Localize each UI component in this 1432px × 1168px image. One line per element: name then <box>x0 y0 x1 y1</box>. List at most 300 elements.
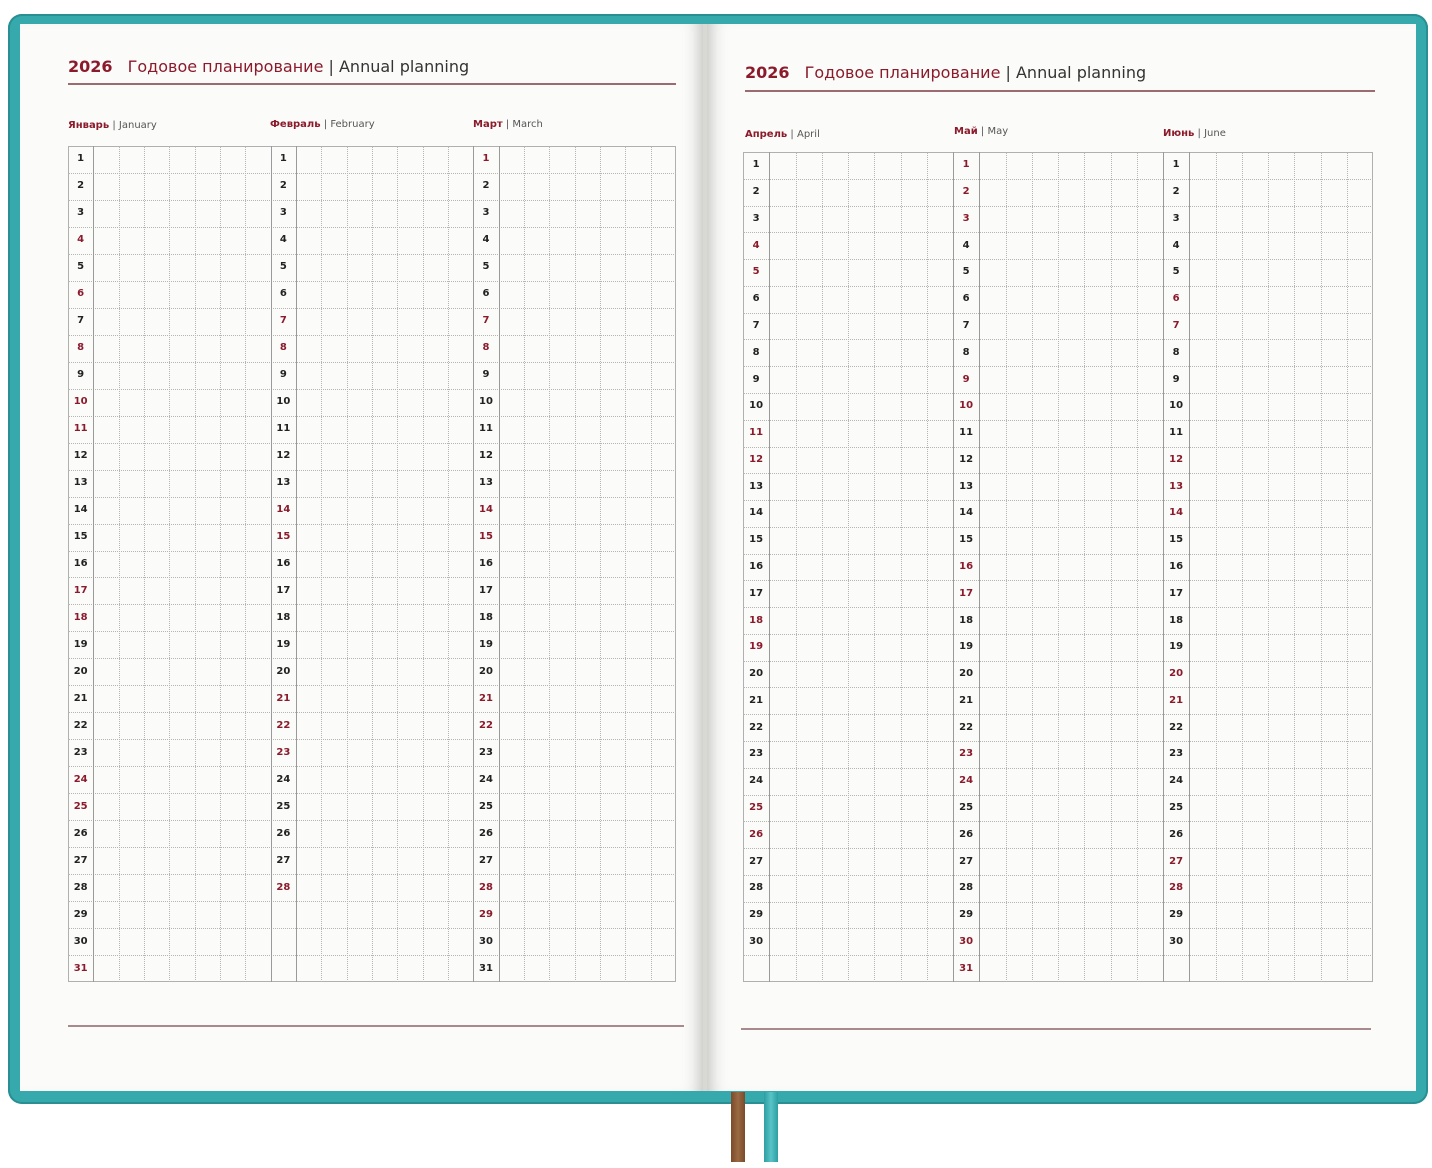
grid-column-line <box>874 152 875 982</box>
grid-column-line <box>195 146 196 982</box>
grid-row-line <box>743 286 1373 287</box>
grid-column-line <box>1242 152 1243 982</box>
grid-row-line <box>68 847 676 848</box>
day-number: 29 <box>749 909 764 921</box>
grid-row-line <box>68 227 676 228</box>
day-number: 8 <box>279 342 287 354</box>
grid-row-line <box>68 443 676 444</box>
day-number: 9 <box>1172 373 1180 385</box>
day-number: 12 <box>276 450 291 462</box>
grid-row-line <box>68 712 676 713</box>
grid-row-line <box>68 928 676 929</box>
grid-row-line <box>743 527 1373 528</box>
grid-row-line <box>743 875 1373 876</box>
day-number: 16 <box>73 558 88 569</box>
day-number: 12 <box>749 453 764 465</box>
grid-column-line <box>848 152 849 982</box>
day-number: 4 <box>962 239 970 251</box>
grid-row-line <box>743 232 1373 233</box>
day-number: 16 <box>479 558 493 569</box>
day-number: 27 <box>749 855 764 867</box>
day-number: 14 <box>959 507 974 519</box>
grid-row-line <box>743 687 1373 688</box>
grid-row-line <box>743 928 1373 929</box>
grid-row-line <box>743 313 1373 314</box>
grid-row-line <box>743 259 1373 260</box>
grid-row-line <box>743 179 1373 180</box>
grid-column-line <box>901 152 902 982</box>
day-number: 21 <box>276 692 291 704</box>
title-en: Annual planning <box>338 57 470 76</box>
day-number: 19 <box>959 641 974 653</box>
grid-row-line <box>68 362 676 363</box>
day-number: 11 <box>276 423 291 435</box>
grid-row-line <box>68 577 676 578</box>
day-number: 22 <box>1169 721 1184 733</box>
day-number: 17 <box>959 587 974 599</box>
day-number: 10 <box>1169 400 1184 412</box>
day-number: 12 <box>479 450 493 462</box>
grid-column-line <box>1006 152 1007 982</box>
day-number: 1 <box>279 153 287 165</box>
left-page <box>20 24 703 1091</box>
right-page <box>707 24 1416 1091</box>
grid-row-line <box>743 500 1373 501</box>
grid-row-line <box>68 658 676 659</box>
day-number: 12 <box>1169 453 1184 465</box>
grid-column-line <box>144 146 145 982</box>
day-number: 20 <box>749 668 764 680</box>
day-number: 2 <box>482 180 490 192</box>
day-column-divider <box>499 146 500 982</box>
grid-row-line <box>743 714 1373 715</box>
day-number: 27 <box>959 855 974 867</box>
day-number: 15 <box>73 531 88 543</box>
grid-row-line <box>68 955 676 956</box>
grid-row-line <box>743 580 1373 581</box>
day-number: 2 <box>1172 186 1180 198</box>
day-number: 6 <box>752 293 760 305</box>
day-number: 8 <box>1172 346 1180 358</box>
day-number: 24 <box>73 773 88 785</box>
day-number: 7 <box>962 320 970 332</box>
day-number: 14 <box>276 504 291 516</box>
grid-column-line <box>1321 152 1322 982</box>
title-ru: Годовое планирование <box>804 63 1001 82</box>
grid-row-line <box>743 447 1373 448</box>
day-number: 19 <box>1169 641 1184 653</box>
day-number: 24 <box>479 773 493 785</box>
day-number: 11 <box>749 427 764 439</box>
title-separator: | <box>1005 63 1011 82</box>
day-number: 18 <box>1169 614 1184 626</box>
day-number: 10 <box>276 396 291 408</box>
day-number: 9 <box>77 369 85 381</box>
grid-row-line <box>743 768 1373 769</box>
grid-row-line <box>68 335 676 336</box>
grid-row-line <box>743 955 1373 956</box>
day-number: 30 <box>73 935 88 947</box>
grid-column-line <box>169 146 170 982</box>
grid-row-line <box>743 634 1373 635</box>
day-number: 4 <box>752 239 760 251</box>
day-number: 5 <box>279 261 287 273</box>
day-number: 4 <box>77 234 85 246</box>
day-number: 2 <box>962 186 970 198</box>
month-label-february: Февраль | February <box>270 119 375 130</box>
grid-row-line <box>68 766 676 767</box>
day-number: 7 <box>752 320 760 332</box>
grid-row-line <box>68 551 676 552</box>
grid-row-line <box>68 820 676 821</box>
grid-row-line <box>743 393 1373 394</box>
day-number: 11 <box>479 423 493 435</box>
day-number: 1 <box>482 153 490 165</box>
day-number: 5 <box>77 261 85 273</box>
grid-row-line <box>68 874 676 875</box>
right-page-header <box>745 63 1146 82</box>
grid-column-line <box>321 146 322 982</box>
grid-column-line <box>600 146 601 982</box>
day-number: 10 <box>749 400 764 412</box>
day-number: 18 <box>479 611 493 623</box>
day-number: 16 <box>749 561 764 572</box>
title-separator: | <box>328 57 334 76</box>
day-number: 28 <box>749 882 764 894</box>
day-number: 26 <box>73 827 88 839</box>
day-number: 30 <box>749 935 764 947</box>
grid-column-line <box>423 146 424 982</box>
grid-column-line <box>651 146 652 982</box>
day-number: 2 <box>279 180 287 192</box>
day-number: 23 <box>276 746 291 758</box>
grid-row-line <box>68 793 676 794</box>
day-number: 20 <box>73 665 88 677</box>
day-number: 15 <box>479 531 493 543</box>
day-number: 27 <box>276 854 291 866</box>
day-number: 15 <box>276 531 291 543</box>
day-number: 21 <box>749 694 764 706</box>
month-label-may: Май | May <box>954 126 1009 137</box>
day-number: 1 <box>77 153 85 165</box>
day-number: 8 <box>752 346 760 358</box>
day-number: 1 <box>1172 159 1180 171</box>
day-number: 28 <box>479 881 493 893</box>
day-number: 11 <box>959 427 974 439</box>
day-number: 15 <box>1169 534 1184 546</box>
day-number: 23 <box>959 748 974 760</box>
day-number: 12 <box>959 453 974 465</box>
day-number: 24 <box>276 773 291 785</box>
year: 2026 <box>68 57 113 76</box>
grid-row-line <box>743 473 1373 474</box>
day-number: 26 <box>1169 828 1184 840</box>
grid-row-line <box>743 795 1373 796</box>
day-number: 20 <box>959 668 974 680</box>
day-number: 29 <box>73 908 88 920</box>
grid-column-line <box>1294 152 1295 982</box>
grid-row-line <box>743 902 1373 903</box>
day-number: 13 <box>276 477 291 489</box>
planning-grid-q1[interactable] <box>68 146 676 982</box>
grid-column-line <box>220 146 221 982</box>
day-number: 18 <box>749 614 764 626</box>
left-page-header <box>68 57 469 76</box>
grid-row-line <box>68 470 676 471</box>
grid-row-line <box>68 739 676 740</box>
grid-row-line <box>743 661 1373 662</box>
grid-column-line <box>1111 152 1112 982</box>
day-number: 29 <box>1169 909 1184 921</box>
day-number: 4 <box>279 234 287 246</box>
day-number: 3 <box>279 207 287 219</box>
day-number: 22 <box>276 719 291 731</box>
day-number: 22 <box>959 721 974 733</box>
grid-row-line <box>68 254 676 255</box>
planning-grid-q2[interactable] <box>743 152 1373 982</box>
day-number: 23 <box>479 746 493 758</box>
day-number: 7 <box>1172 320 1180 332</box>
day-column-divider <box>93 146 94 982</box>
day-number: 14 <box>749 507 764 519</box>
day-number: 20 <box>1169 668 1184 680</box>
day-number: 17 <box>276 584 291 596</box>
day-number: 26 <box>276 827 291 839</box>
day-number: 9 <box>279 369 287 381</box>
day-number: 9 <box>752 373 760 385</box>
month-label-june: Июнь | June <box>1163 128 1226 139</box>
grid-row-line <box>68 389 676 390</box>
day-number: 29 <box>959 909 974 921</box>
grid-column-line <box>448 146 449 982</box>
grid-column-line <box>1216 152 1217 982</box>
day-number: 18 <box>73 611 88 623</box>
day-number: 30 <box>479 935 493 947</box>
grid-row-line <box>68 901 676 902</box>
day-number: 15 <box>749 534 764 546</box>
day-number: 21 <box>959 694 974 706</box>
day-number: 14 <box>73 504 88 516</box>
day-number: 31 <box>479 962 493 974</box>
day-number: 8 <box>482 342 490 354</box>
day-number: 3 <box>482 207 490 219</box>
grid-row-line <box>68 685 676 686</box>
day-number: 5 <box>482 261 490 273</box>
day-number: 18 <box>959 614 974 626</box>
day-number: 24 <box>1169 775 1184 787</box>
day-number: 3 <box>752 212 760 224</box>
day-number: 1 <box>962 159 970 171</box>
grid-row-line <box>743 366 1373 367</box>
day-number: 27 <box>1169 855 1184 867</box>
grid-row-line <box>68 631 676 632</box>
day-number: 10 <box>959 400 974 412</box>
day-number: 5 <box>1172 266 1180 278</box>
day-number: 14 <box>1169 507 1184 519</box>
day-number: 25 <box>1169 801 1184 813</box>
day-number: 6 <box>1172 293 1180 305</box>
day-number: 31 <box>73 962 88 974</box>
day-number: 5 <box>752 266 760 278</box>
day-number: 6 <box>482 288 490 300</box>
grid-row-line <box>68 281 676 282</box>
day-number: 2 <box>752 186 760 198</box>
day-number: 18 <box>276 611 291 623</box>
month-label-april: Апрель | April <box>745 129 820 140</box>
day-number: 3 <box>1172 212 1180 224</box>
footer-rule <box>741 1028 1371 1030</box>
bookmark-ribbon-brown[interactable] <box>731 1092 745 1162</box>
day-number: 12 <box>73 450 88 462</box>
day-number: 17 <box>749 587 764 599</box>
day-number: 25 <box>73 800 88 812</box>
day-number: 14 <box>479 504 493 516</box>
day-number: 20 <box>479 665 493 677</box>
grid-column-line <box>575 146 576 982</box>
day-column-divider <box>979 152 980 982</box>
title-en: Annual planning <box>1015 63 1147 82</box>
day-number: 19 <box>749 641 764 653</box>
day-number: 29 <box>479 908 493 920</box>
title-ru: Годовое планирование <box>127 57 324 76</box>
day-number: 25 <box>276 800 291 812</box>
grid-column-line <box>796 152 797 982</box>
day-number: 30 <box>959 935 974 947</box>
footer-rule <box>68 1025 684 1027</box>
day-number: 16 <box>1169 561 1184 572</box>
day-number: 30 <box>1169 935 1184 947</box>
day-number: 28 <box>276 881 291 893</box>
day-number: 6 <box>279 288 287 300</box>
grid-column-line <box>822 152 823 982</box>
day-number: 27 <box>73 854 88 866</box>
day-number: 6 <box>77 288 85 300</box>
grid-row-line <box>68 604 676 605</box>
grid-column-line <box>119 146 120 982</box>
day-number: 1 <box>752 159 760 171</box>
day-number: 11 <box>73 423 88 435</box>
grid-column-line <box>625 146 626 982</box>
grid-column-line <box>347 146 348 982</box>
day-number: 4 <box>482 234 490 246</box>
grid-row-line <box>743 848 1373 849</box>
grid-row-line <box>743 554 1373 555</box>
day-number: 17 <box>479 584 493 596</box>
grid-row-line <box>743 206 1373 207</box>
day-number: 23 <box>749 748 764 760</box>
day-number: 24 <box>959 775 974 787</box>
day-number: 13 <box>479 477 493 489</box>
day-number: 8 <box>77 342 85 354</box>
bookmark-ribbon-teal[interactable] <box>764 1092 778 1162</box>
year: 2026 <box>745 63 790 82</box>
grid-row-line <box>68 524 676 525</box>
day-number: 24 <box>749 775 764 787</box>
day-number: 13 <box>749 480 764 492</box>
day-number: 13 <box>1169 480 1184 492</box>
grid-column-line <box>1347 152 1348 982</box>
day-number: 7 <box>77 315 85 327</box>
day-number: 26 <box>959 828 974 840</box>
grid-column-line <box>1137 152 1138 982</box>
day-number: 13 <box>73 477 88 489</box>
day-number: 10 <box>73 396 88 408</box>
day-number: 10 <box>479 396 493 408</box>
day-number: 22 <box>749 721 764 733</box>
grid-column-line <box>1084 152 1085 982</box>
day-number: 21 <box>1169 694 1184 706</box>
day-number: 25 <box>959 801 974 813</box>
grid-column-line <box>1032 152 1033 982</box>
day-column-divider <box>769 152 770 982</box>
day-number: 2 <box>77 180 85 192</box>
day-number: 25 <box>479 800 493 812</box>
grid-column-line <box>245 146 246 982</box>
day-number: 19 <box>276 638 291 650</box>
day-number: 7 <box>279 315 287 327</box>
grid-column-line <box>524 146 525 982</box>
grid-row-line <box>68 308 676 309</box>
grid-column-line <box>1268 152 1269 982</box>
day-number: 19 <box>73 638 88 650</box>
grid-column-line <box>1058 152 1059 982</box>
day-number: 19 <box>479 638 493 650</box>
header-rule <box>68 83 676 85</box>
day-column-divider <box>296 146 297 982</box>
grid-column-line <box>372 146 373 982</box>
month-label-january: Январь | January <box>68 120 157 131</box>
header-rule <box>745 90 1375 92</box>
day-number: 4 <box>1172 239 1180 251</box>
day-number: 21 <box>73 692 88 704</box>
grid-row-line <box>743 821 1373 822</box>
grid-row-line <box>743 607 1373 608</box>
day-number: 26 <box>749 828 764 840</box>
day-number: 16 <box>959 561 974 572</box>
day-number: 28 <box>959 882 974 894</box>
grid-row-line <box>68 497 676 498</box>
grid-column-line <box>549 146 550 982</box>
day-number: 21 <box>479 692 493 704</box>
day-number: 28 <box>73 881 88 893</box>
grid-row-line <box>743 420 1373 421</box>
day-number: 28 <box>1169 882 1184 894</box>
grid-row-line <box>68 416 676 417</box>
day-number: 23 <box>73 746 88 758</box>
day-number: 27 <box>479 854 493 866</box>
grid-row-line <box>68 173 676 174</box>
day-number: 11 <box>1169 427 1184 439</box>
day-number: 3 <box>77 207 85 219</box>
day-number: 9 <box>962 373 970 385</box>
day-number: 23 <box>1169 748 1184 760</box>
grid-row-line <box>68 200 676 201</box>
day-number: 3 <box>962 212 970 224</box>
day-number: 6 <box>962 293 970 305</box>
grid-column-line <box>397 146 398 982</box>
day-number: 17 <box>1169 587 1184 599</box>
day-number: 15 <box>959 534 974 546</box>
day-number: 16 <box>276 558 291 569</box>
day-number: 31 <box>959 962 974 974</box>
day-number: 25 <box>749 801 764 813</box>
month-label-march: Март | March <box>473 119 543 130</box>
day-number: 13 <box>959 480 974 492</box>
day-number: 17 <box>73 584 88 596</box>
day-number: 26 <box>479 827 493 839</box>
grid-row-line <box>743 339 1373 340</box>
day-column-divider <box>1189 152 1190 982</box>
